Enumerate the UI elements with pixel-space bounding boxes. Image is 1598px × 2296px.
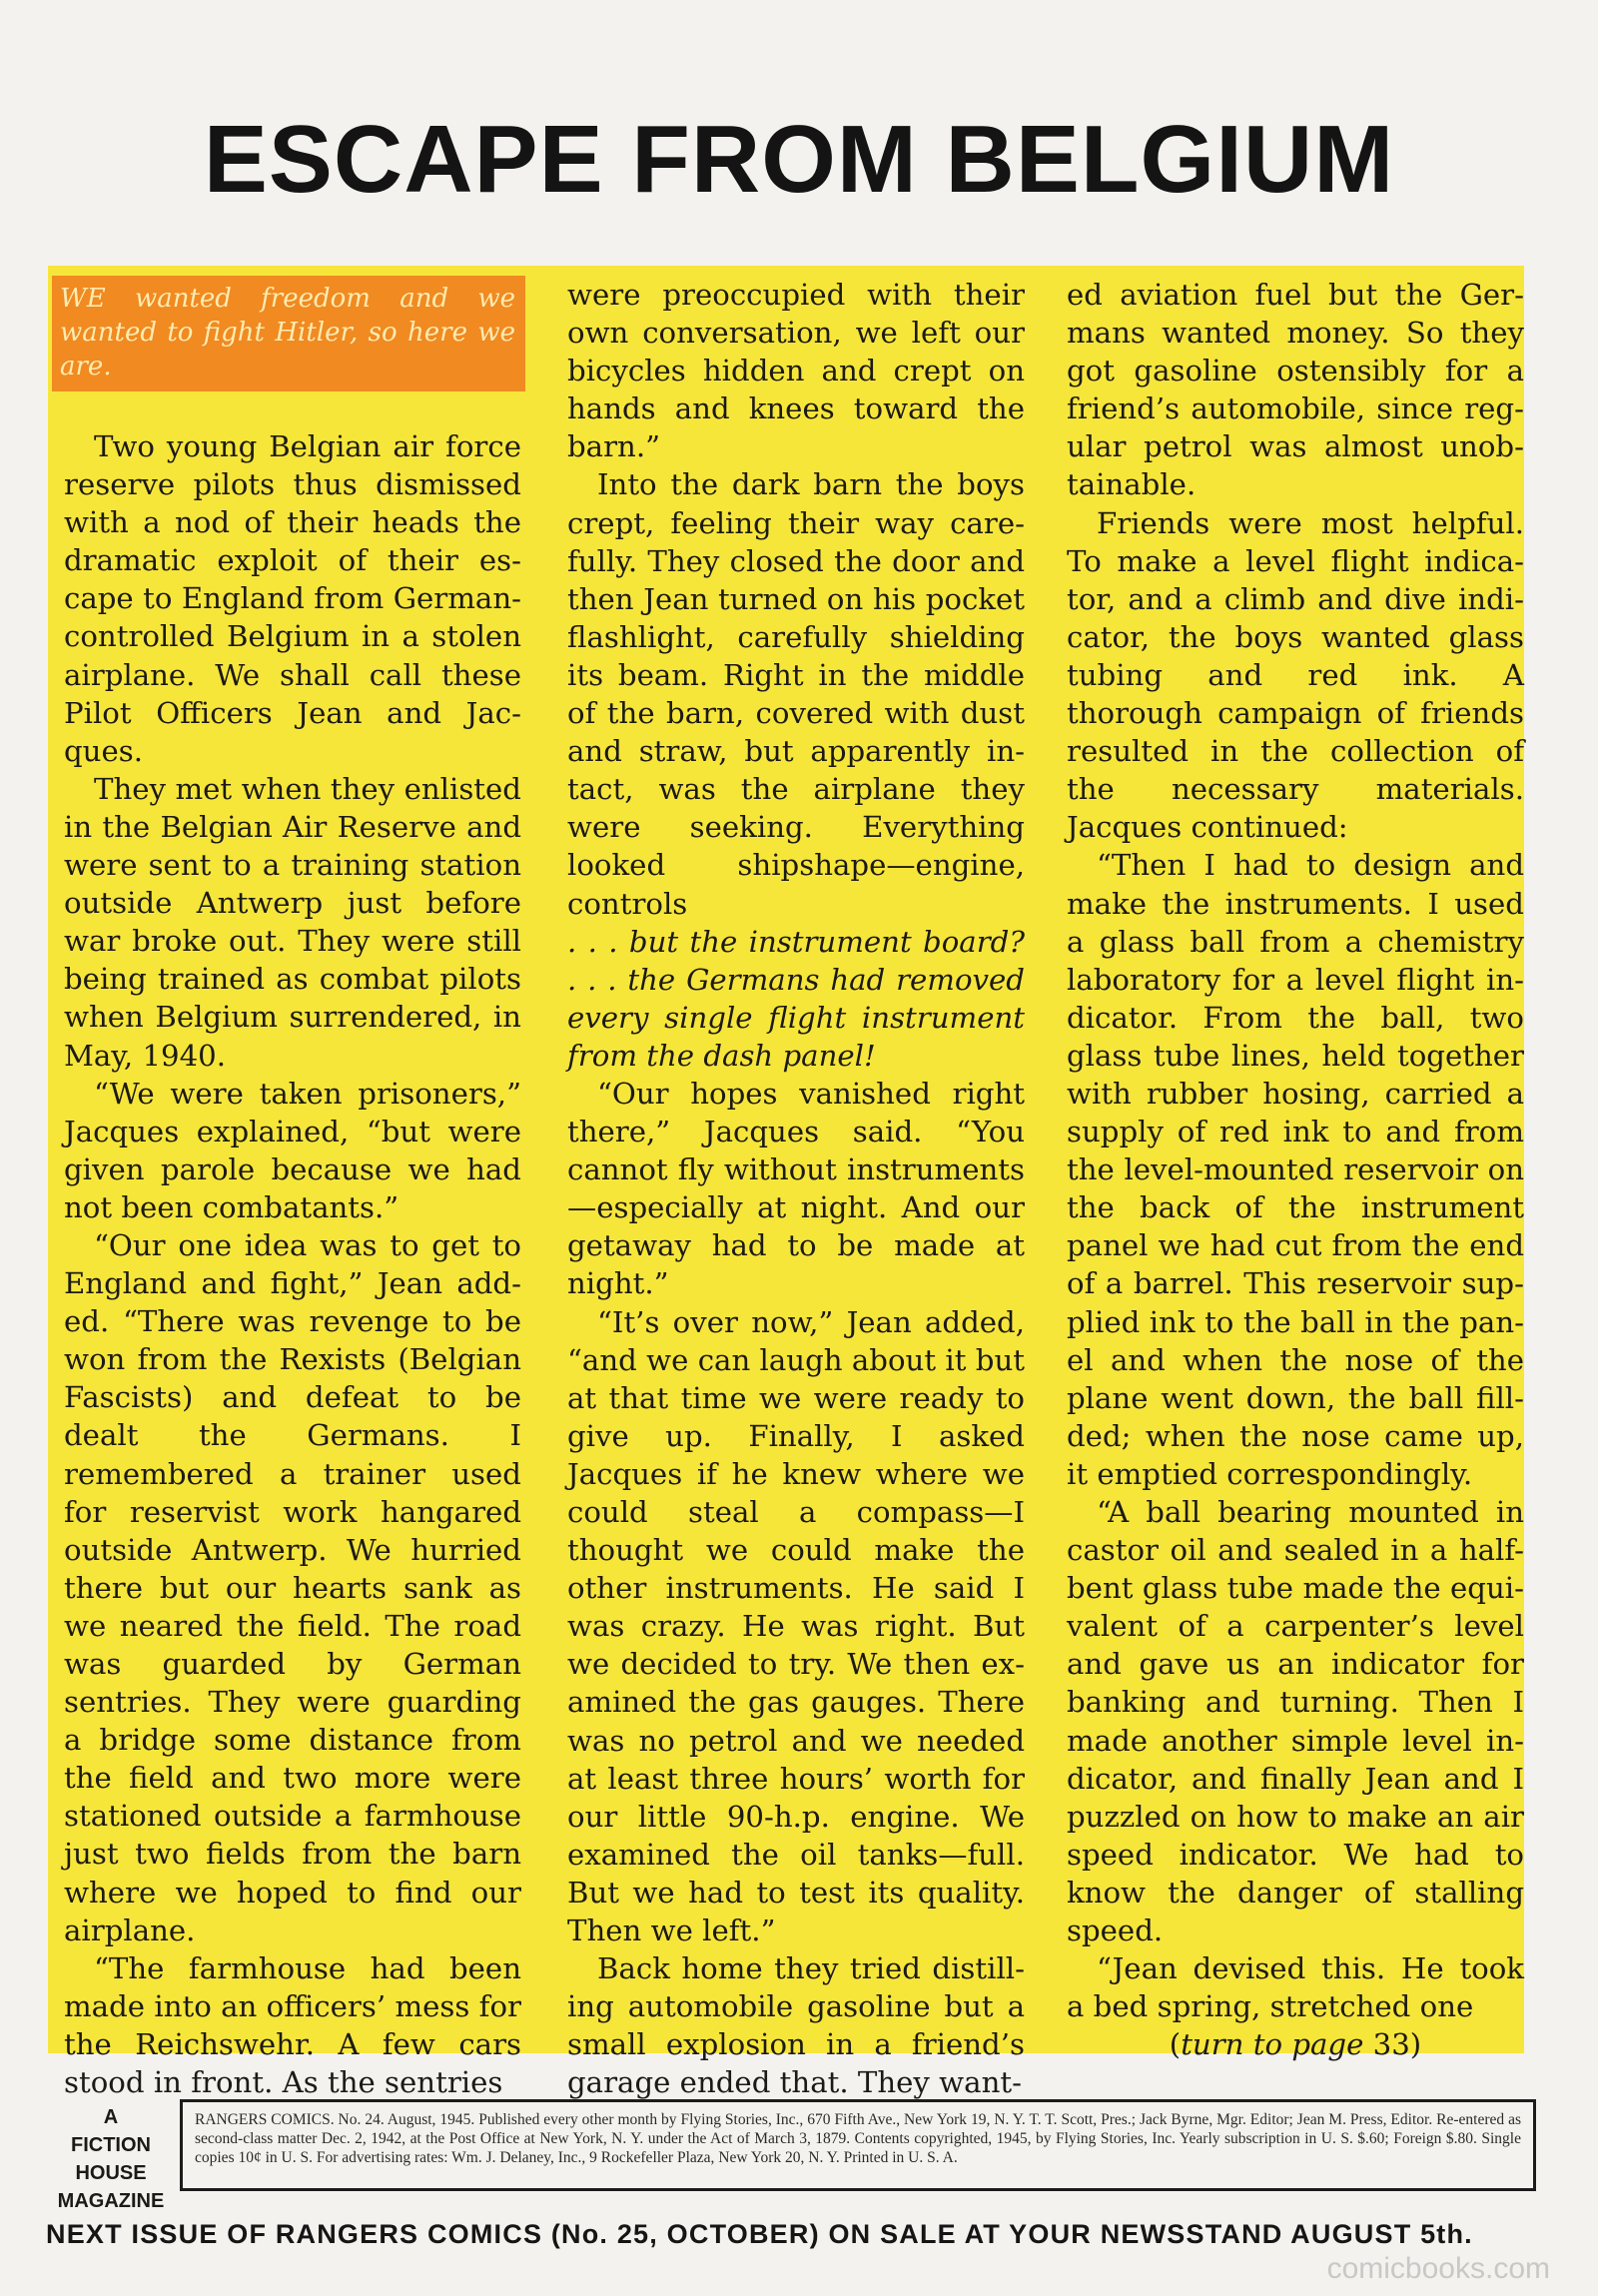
- label-line: FICTION: [71, 2134, 151, 2156]
- paragraph: “Jean devised this. He took a bed spring, stretched one: [1067, 1951, 1524, 2024]
- watermark: comicbooks.com: [1326, 2252, 1550, 2285]
- italic-passage: . . . but the instrument board? . . . the Germans had removed every single flight instrument from the dash panel!: [567, 924, 1025, 1073]
- article-column-3: [1067, 276, 1524, 2063]
- intro-quote-box: [52, 276, 525, 391]
- article-title: ESCAPE FROM BELGIUM: [203, 106, 1395, 213]
- continuation-text: turn to page: [1181, 2027, 1364, 2062]
- paragraph: Into the dark barn the boys crept, feeling their way carefully. They closed the door and then Jean turned on his pocket flashlight, carefully shielding its beam. Right in the middle of the barn, covered with dust and straw, but apparently intact, was the airplane they were seeking. Everything looked shipshape—engine, controls: [567, 467, 1025, 921]
- label-line: MAGAZINE: [57, 2190, 165, 2212]
- paragraph: ed aviation fuel but the Germans wanted money. So they got gasoline ostensibly for a friend’s automobile, since regular petrol was almost unobtainable.: [1067, 278, 1524, 502]
- publication-info: RANGERS COMICS. No. 24. August, 1945. Published every other month by Flying Stories, Inc., 670 Fifth Ave., New York 19, N. Y. T. T. Scott, Pres.; Jack Byrne, Mgr. Editor; Jean M. Press, Editor. Re-entered as second-class matter Dec. 2, 1942, at the Post Office at New York, N. Y. under the Act of March 3, 1879. Contents copyrighted, 1945, by Flying Stories, Inc. Yearly subscription in U. S. $.60; Foreign $.80. Single copies 10¢ in U. S. For advertising rates: Wm. J. Delaney, Inc., 9 Rockefeller Plaza, New York 20, N. Y. Printed in U. S. A.: [195, 2111, 1521, 2166]
- article-column-2: [567, 276, 1025, 2102]
- fiction-house-label: [56, 2103, 166, 2215]
- paragraph: Friends were most helpful. To make a level flight indicator, and a climb and dive indicator, the boys wanted glass tubing and red ink. A thorough campaign of friends resulted in the collection of the necessary materials. Jacques continued:: [1067, 505, 1524, 845]
- paragraph: were preoccupied with their own conversation, we left our bicycles hidden and crept on hands and knees toward the barn.”: [567, 278, 1025, 464]
- label-line: HOUSE: [75, 2162, 147, 2184]
- paragraph: “Our hopes vanished right there,” Jacques said. “You cannot fly without instruments —especially at night. And our getaway had to be made at night.”: [567, 1076, 1025, 1301]
- next-issue-banner: NEXT ISSUE OF RANGERS COMICS (No. 25, OCTOBER) ON SALE AT YOUR NEWSSTAND AUGUST 5th.: [46, 2219, 1473, 2249]
- paragraph: “Then I had to design and make the instruments. I used a glass ball from a chemistry laboratory for a level flight indicator. From the ball, two glass tube lines, held together with rubber hosing, carried a supply of red ink to and from the level-mounted reservoir on the back of the instrument panel we had cut from the end of a barrel. This reservoir supplied ink to the ball in the panel and when the nose of the plane went down, the ball fillded; when the nose came up, it emptied correspondingly.: [1067, 848, 1524, 1491]
- continuation-prefix: (: [1169, 2027, 1182, 2062]
- paragraph: Back home they tried distilling automobile gasoline but a small explosion in a friend’s garage ended that. They want-: [567, 1951, 1025, 2100]
- intro-quote: WE wanted freedom and we wanted to fight Hitler, so here we are.: [60, 284, 515, 382]
- continuation-note: [1067, 2025, 1524, 2063]
- paragraph: “A ball bearing mounted in castor oil and sealed in a half-bent glass tube made the equivalent of a carpenter’s level and gave us an indicator for banking and turning. Then I made another simple level indicator, and finally Jean and I puzzled on how to make an air speed indicator. We had to know the danger of stalling speed.: [1067, 1495, 1524, 1948]
- continuation-page: 33): [1372, 2027, 1422, 2062]
- paragraph: Two young Belgian air force reserve pilots thus dismissed with a nod of their heads the dramatic exploit of their escape to England from German-controlled Belgium in a stolen airplane. We shall call these Pilot Officers Jean and Jacques.: [64, 429, 521, 768]
- paragraph: “It’s over now,” Jean added, “and we can laugh about it but at that time we were ready to give up. Finally, I asked Jacques if he knew where we could steal a compass—I thought we could make the other instruments. He said I was crazy. He was right. But we decided to try. We then examined the gas gauges. There was no petrol and we needed at least three hours’ worth for our little 90-h.p. engine. We examined the oil tanks—full. But we had to test its quality. Then we left.”: [567, 1304, 1025, 1948]
- label-line: A: [103, 2106, 119, 2128]
- paragraph: “Our one idea was to get to England and fight,” Jean added. “There was revenge to be won from the Rexists (Belgian Fascists) and defeat to be dealt the Germans. I remembered a trainer used for reservist work hangared outside Antwerp. We hurried there but our hearts sank as we neared the field. The road was guarded by German sentries. They were guarding a bridge some distance from the field and two more were stationed outside a farmhouse just two fields from the barn where we hoped to find our airplane.: [64, 1227, 521, 1947]
- paragraph: “We were taken prisoners,” Jacques explained, “but were given parole because we had not been combatants.”: [64, 1076, 521, 1224]
- publication-info-box: [180, 2099, 1536, 2191]
- article-column-1: [60, 276, 521, 2101]
- paragraph: They met when they enlisted in the Belgian Air Reserve and were sent to a training station outside Antwerp just before war broke out. They were still being trained as combat pilots when Belgium surrendered, in May, 1940.: [64, 771, 521, 1073]
- paragraph: “The farmhouse had been made into an officers’ mess for the Reichswehr. A few cars stood in front. As the sentries: [64, 1950, 521, 2100]
